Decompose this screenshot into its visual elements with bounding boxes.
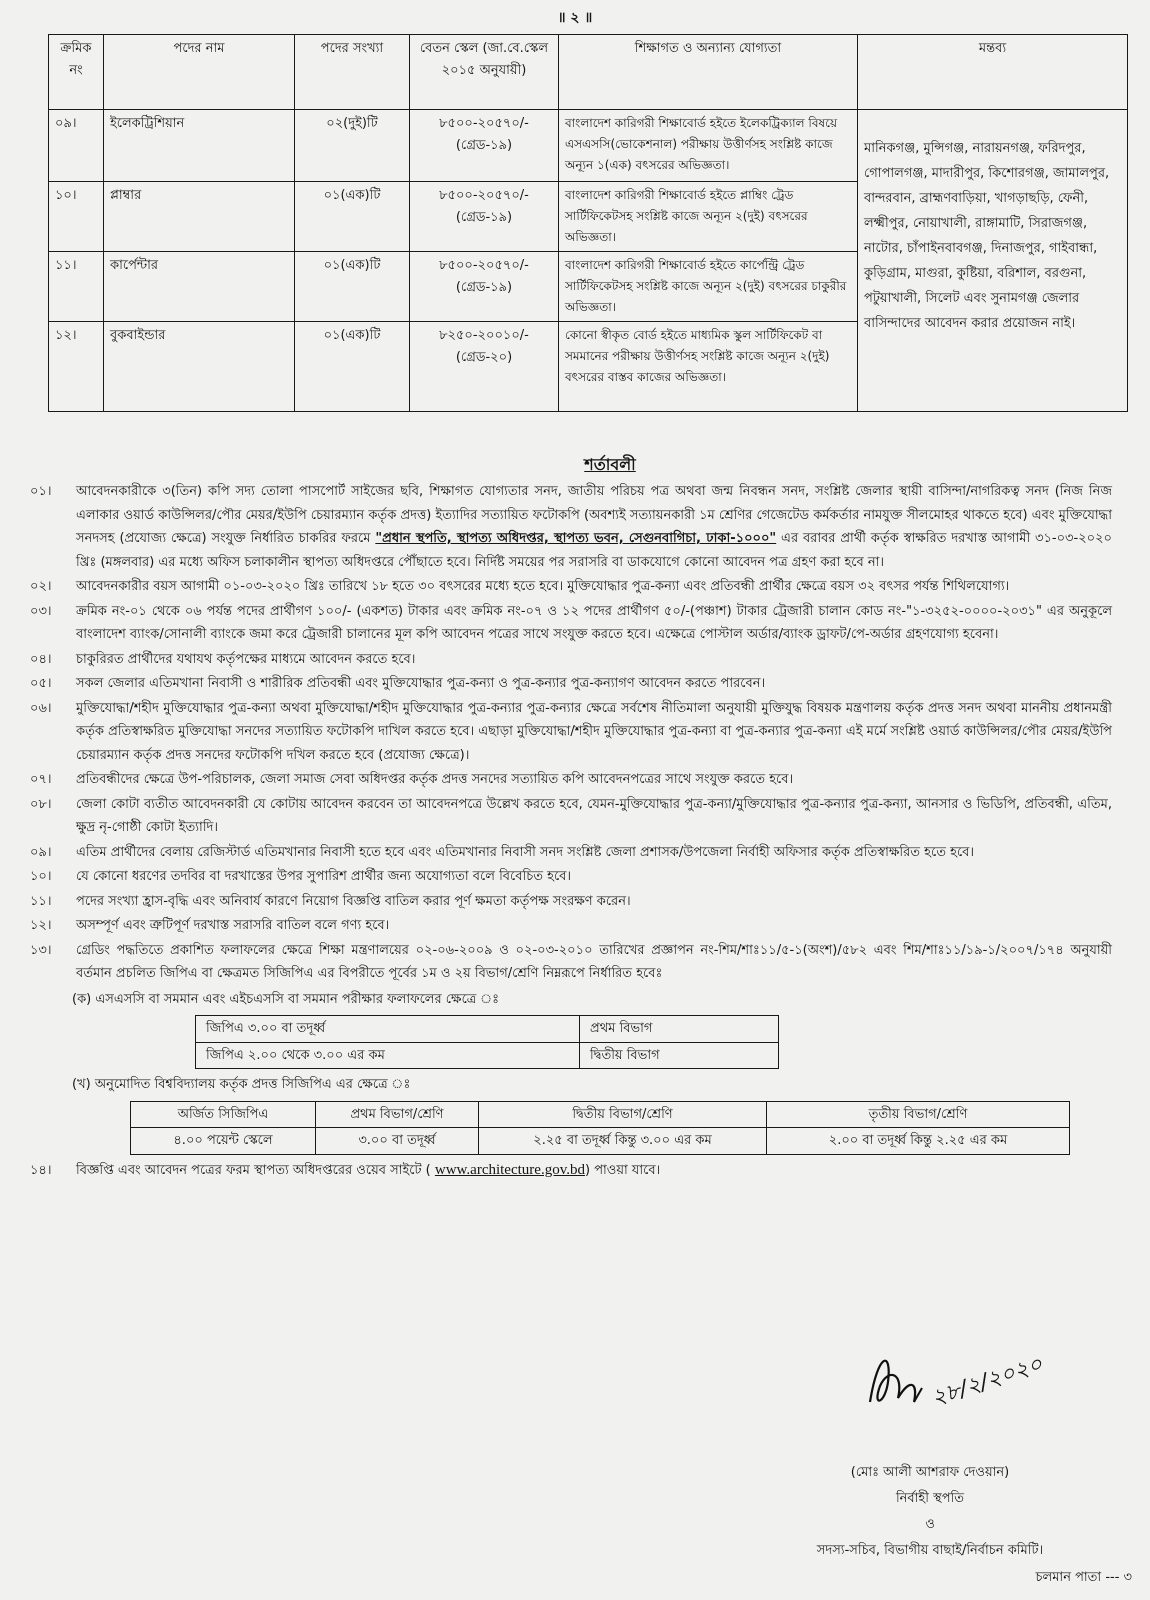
condition-item xyxy=(30,890,1112,914)
ssc-gpa-label: (ক) এসএসসি বা সমমান এবং এইচএসসি বা সমমান পরীক্ষার ফলাফলের ক্ষেত্রে ঃ xyxy=(72,991,500,1007)
row-qualification: বাংলাদেশ কারিগরী শিক্ষাবোর্ড হইতে ইলেকট্রিক্যাল বিষয়ে এসএসসি(ভোকেশনাল) পরীক্ষায় উত্তীর্ণসহ সংশ্লিষ্ট কাজে অন্যূন ১(এক) বৎসরের অভিজ্ঞতা। xyxy=(559,110,858,182)
row-post: কার্পেন্টার xyxy=(104,252,295,322)
row-qualification: বাংলাদেশ কারিগরী শিক্ষাবোর্ড হইতে কার্পেন্ট্রি ট্রেড সার্টিফিকেটসহ সংশ্লিষ্ট কাজে অন্যূন ২(দুই) বৎসরের চাকুরীর অভিজ্ঞতা। xyxy=(559,252,858,322)
row-serial: ১২। xyxy=(49,322,104,412)
condition-item xyxy=(30,672,1112,696)
header-count: পদের সংখ্যা xyxy=(295,35,410,110)
page-number: ॥ ২ ॥ xyxy=(557,10,593,26)
posts-table xyxy=(48,34,1128,412)
row-post: প্লাম্বার xyxy=(104,182,295,252)
signature-date: ২৮/২/২০২০ xyxy=(928,1351,1046,1412)
row-scale xyxy=(410,110,559,182)
row-post: ইলেকট্রিশিয়ান xyxy=(104,110,295,182)
condition-number: ০৪। xyxy=(30,651,52,667)
row-post: বুকবাইন্ডার xyxy=(104,322,295,412)
condition-text: গ্রেডিং পদ্ধতিতে প্রকাশিত ফলাফলের ক্ষেত্রে শিক্ষা মন্ত্রণালয়ের ০২-০৬-২০০৯ ও ০২-০৩-২০১০ তারিখের প্রজ্ঞাপন নং-শিম/শাঃ১১/৫-১(অংশ)/৫৮২ এবং শিম/শাঃ১১/১৯-১/২০০৭/১৭৪ অনুযায়ী বর্তমান প্রচলিত জিপিএ বা ক্ষেত্রমত সিজিপিএ এর বিপরীতে পূর্বের ১ম ও ২য় বিভাগ/শ্রেণি নিম্নরূপে নির্ধারিত হবেঃ xyxy=(76,942,1112,981)
row-scale xyxy=(410,252,559,322)
table-row xyxy=(196,1042,779,1069)
condition-text: চাকুরিরত প্রার্থীদের যথাযথ কর্তৃপক্ষের মাধ্যমে আবেদন করতে হবে। xyxy=(76,651,416,667)
row-qualification: বাংলাদেশ কারিগরী শিক্ষাবোর্ড হইতে প্লাম্বিং ট্রেড সার্টিফিকেটসহ সংশ্লিষ্ট কাজে অন্যূন ২(দুই) বৎসরের অভিজ্ঞতা। xyxy=(559,182,858,252)
grade-value: (গ্রেড-১৯) xyxy=(455,210,513,225)
header-post: পদের নাম xyxy=(104,35,295,110)
grade-value: (গ্রেড-১৯) xyxy=(455,280,513,295)
cgpa-table xyxy=(130,1101,1070,1155)
signature-conjunction: ও xyxy=(925,1517,935,1532)
scale-value: ৮৫০০-২০৫৭০/- xyxy=(439,116,529,131)
condition-text: জেলা কোটা ব্যতীত আবেদনকারী যে কোটায় আবেদন করবেন তা আবেদনপত্রে উল্লেখ করতে হবে, যেমন-মুক্তিযোদ্ধার পুত্র-কন্যা/মুক্তিযোদ্ধার পুত্র-কন্যার পুত্র-কন্যা, আনসার ও ভিডিপি, প্রতিবন্ধী, এতিম, ক্ষুদ্র নৃ-গোষ্ঠী কোটা ইত্যাদি। xyxy=(76,796,1112,835)
condition-text: মুক্তিযোদ্ধা/শহীদ মুক্তিযোদ্ধার পুত্র-কন্যা অথবা মুক্তিযোদ্ধা/শহীদ মুক্তিযোদ্ধার পুত্র-কন্যার পুত্র-কন্যার ক্ষেত্রে সর্বশেষ নীতিমালা অনুযায়ী মুক্তিযুদ্ধ বিষয়ক মন্ত্রণালয় কর্তৃক প্রদত্ত সনদ অথবা মাননীয় প্রধানমন্ত্রী কর্তৃক প্রতিস্বাক্ষরিত মুক্তিযোদ্ধা সনদের সত্যায়িত ফটোকপি দাখিল করতে হবে। এছাড়া মুক্তিযোদ্ধা/শহীদ মুক্তিযোদ্ধার পুত্র-কন্যা বা পুত্র-কন্যার পুত্র-কন্যা এই মর্মে সংশ্লিষ্ট ওয়ার্ড কাউন্সিলর/পৌর মেয়র/ইউপি চেয়ারম্যান কর্তৃক প্রদত্ত সনদের ফটোকপি দখিল করতে হবে (প্রযোজ্য ক্ষেত্রে)। xyxy=(76,700,1112,763)
header-scale: বেতন স্কেল (জা.বে.স্কেল ২০১৫ অনুযায়ী) xyxy=(410,35,559,110)
header-serial: ক্রমিক নং xyxy=(49,35,104,110)
condition-number: ০২। xyxy=(30,579,52,594)
gpa-division: দ্বিতীয় বিভাগ xyxy=(580,1042,779,1069)
row-scale xyxy=(410,182,559,252)
signature-block xyxy=(760,1460,1100,1564)
condition-item xyxy=(30,841,1112,865)
condition-number: ০৯। xyxy=(30,844,52,860)
table-header-row xyxy=(49,35,1128,110)
condition-text xyxy=(76,480,1112,574)
condition-number: ১৩। xyxy=(30,942,52,958)
scale-value: ৮৫০০-২০৫৭০/- xyxy=(439,258,529,273)
condition-text: প্রতিবন্ধীদের ক্ষেত্রে উপ-পরিচালক, জেলা সমাজ সেবা অধিদপ্তর কর্তৃক প্রদত্ত সনদের সত্যায়িত কপি আবেদনপত্রের সাথে সংযুক্ত করতে হবে। xyxy=(76,772,794,787)
signatory-designation: নির্বাহী স্থপতি xyxy=(895,1491,965,1506)
condition-number: ১৪। xyxy=(30,1162,52,1178)
gpa-range: জিপিএ ২.০০ থেকে ৩.০০ এর কম xyxy=(196,1042,580,1069)
cgpa-value: ২.২৫ বা তদূর্ধ্ব কিন্তু ৩.০০ এর কম xyxy=(479,1128,767,1155)
row-scale xyxy=(410,322,559,412)
cgpa-value: ৩.০০ বা তদূর্ধ্ব xyxy=(316,1128,479,1155)
gpa-range: জিপিএ ৩.০০ বা তদূর্ধ্ব xyxy=(196,1016,580,1043)
row-serial: ১০। xyxy=(49,182,104,252)
condition-item xyxy=(30,600,1112,647)
gpa-division: প্রথম বিভাগ xyxy=(580,1016,779,1043)
condition-item xyxy=(30,793,1112,840)
condition-item xyxy=(30,939,1112,986)
scale-value: ৮২৫০-২০০১০/- xyxy=(439,328,529,343)
condition-text: অসম্পূর্ণ এবং ত্রুটিপূর্ণ দরখাস্ত সরাসরি বাতিল বলে গণ্য হবে। xyxy=(76,918,390,933)
row-remarks: মানিকগঞ্জ, মুন্সিগঞ্জ, নারায়নগঞ্জ, ফরিদপুর, গোপালগঞ্জ, মাদারীপুর, কিশোরগঞ্জ, জামালপুর, বান্দরবান, ব্রাহ্মণবাড়িয়া, খাগড়াছড়ি, ফেনী, লক্ষ্মীপুর, নোয়াখালী, রাঙ্গামাটি, সিরাজগঞ্জ, নাটোর, চাঁপাইনবাবগঞ্জ, দিনাজপুর, গাইবান্ধা, কুড়িগ্রাম, মাগুরা, কুষ্টিয়া, বরিশাল, বরগুনা, পটুয়াখালী, সিলেট এবং সুনামগঞ্জ জেলার বাসিন্দাদের আবেদন করার প্রয়োজন নাই। xyxy=(858,110,1128,412)
condition-item xyxy=(30,480,1112,574)
condition-number: ০৭। xyxy=(30,772,52,787)
condition-item xyxy=(30,768,1112,792)
website-link[interactable]: www.architecture.gov.bd xyxy=(434,1161,585,1178)
condition-text: যে কোনো ধরণের তদবির বা দরখাস্তের উপর সুপারিশ প্রার্থীর জন্য অযোগ্যতা বলে বিবেচিত হবে। xyxy=(76,869,572,884)
signatory-name: (মোঃ আলী আশরাফ দেওয়ান) xyxy=(850,1465,1010,1480)
cgpa-value: ২.০০ বা তদূর্ধ্ব কিন্তু ২.২৫ এর কম xyxy=(767,1128,1070,1155)
row-count: ০১(এক)টি xyxy=(295,322,410,412)
cgpa-header: প্রথম বিভাগ/শ্রেণি xyxy=(316,1101,479,1128)
grade-value: (গ্রেড-১৯) xyxy=(455,138,513,153)
condition-item xyxy=(30,1159,1112,1183)
table-row xyxy=(196,1016,779,1043)
grade-value: (গ্রেড-২০) xyxy=(455,350,513,365)
cgpa-header: তৃতীয় বিভাগ/শ্রেণি xyxy=(767,1101,1070,1128)
condition-text-part: আবেদনকারীকে ৩(তিন) কপি সদ্য তোলা পাসপোর্ট সাইজের ছবি, শিক্ষাগত যোগ্যতার সনদ, জাতীয় পরিচয় পত্র অথবা জন্ম নিবন্ধন সনদ, সংশ্লিষ্ট জেলার স্থায়ী বাসিন্দা/নাগরিকত্ব সনদ (নিজ নিজ এলাকার ওয়ার্ড কাউন্সিলর/পৌর মেয়র/ইউপি চেয়ারম্যান কর্তৃক প্রদত্ত) ইত্যাদির সত্যায়িত ফটোকপি (অবশ্যই সত্যায়নকারী ১ম শ্রেণির গেজেটেড কর্মকর্তার নামযুক্ত সীলমোহর থাকতে হবে) এবং মুক্তিযোদ্ধা সনদসহ (প্রযোজ্য ক্ষেত্রে) সংযুক্ত নির্ধারিত চাকরির ফরমে xyxy=(76,484,1112,546)
cgpa-header: দ্বিতীয় বিভাগ/শ্রেণি xyxy=(479,1101,767,1128)
condition-item xyxy=(30,865,1112,889)
condition-item xyxy=(30,914,1112,938)
row-serial: ০৯। xyxy=(49,110,104,182)
office-address: "প্রধান স্থপতি, স্থাপত্য অধিদপ্তর, স্থাপত্য ভবন, সেগুনবাগিচা, ঢাকা-১০০০" xyxy=(375,531,777,546)
condition-text: পদের সংখ্যা হ্রাস-বৃদ্ধি এবং অনিবার্য কারণে নিয়োগ বিজ্ঞপ্তি বাতিল করার পূর্ণ ক্ষমতা কর্তৃপক্ষ সংরক্ষণ করেন। xyxy=(76,893,631,909)
row-count: ০২(দুই)টি xyxy=(295,110,410,182)
table-row xyxy=(131,1128,1070,1155)
condition-text-part: এর বরাবর প্রার্থী কর্তৃক স্বাক্ষরিত দরখাস্ত আগামী ৩১-০৩-২০২০ খ্রিঃ (মঙ্গলবার) এর মধ্যে অফিস চলাকালীন স্থাপত্য অধিদপ্তরে পৌঁছাতে হবে। নির্দিষ্ট সময়ের পর সরাসরি বা ডাকযোগে কোনো আবেদন পত্র গ্রহণ করা হবে না। xyxy=(76,531,1113,570)
cgpa-label: (খ) অনুমোদিত বিশ্ববিদ্যালয় কর্তৃক প্রদত্ত সিজিপিএ এর ক্ষেত্রে ঃ xyxy=(72,1077,411,1092)
condition-text: এতিম প্রার্থীদের বেলায় রেজিস্টার্ড এতিমখানার নিবাসী হতে হবে এবং এতিমখানার নিবাসী সনদ সংশ্লিষ্ট জেলা প্রশাসক/উপজেলা নির্বাহী অফিসার কর্তৃক প্রতিস্বাক্ষরিত হতে হবে। xyxy=(76,844,975,860)
conditions-title: শর্তাবলী xyxy=(584,455,636,474)
row-count: ০১(এক)টি xyxy=(295,252,410,322)
condition-text: সকল জেলার এতিমখানা নিবাসী ও শারীরিক প্রতিবন্ধী এবং মুক্তিযোদ্ধার পুত্র-কন্যা ও পুত্র-কন্যার পুত্র-কন্যাগণ আবেদন করতে পারবেন। xyxy=(76,676,766,691)
condition-item xyxy=(30,648,1112,672)
continued-page-note: চলমান পাতা --- ৩ xyxy=(1035,1570,1132,1585)
scale-value: ৮৫০০-২০৫৭০/- xyxy=(439,188,529,203)
table-row xyxy=(131,1101,1070,1128)
condition-number: ০৮। xyxy=(30,796,52,812)
condition-number: ০৫। xyxy=(30,676,52,691)
cgpa-header: অর্জিত সিজিপিএ xyxy=(131,1101,316,1128)
condition-text: ক্রমিক নং-০১ থেকে ০৬ পর্যন্ত পদের প্রার্থীগণ ১০০/- (একশত) টাকার এবং ক্রমিক নং-০৭ ও ১২ পদের প্রার্থীগণ ৫০/-(পঞ্চাশ) টাকার ট্রেজারী চালান কোড নং-"১-৩২৫২-০০০০-২০৩১" এর অনুকূলে বাংলাদেশ ব্যাংক/সোনালী ব্যাংকে জমা করে ট্রেজারী চালানের মূল কপি আবেদন পত্রের সাথে সংযুক্ত করতে হবে। এক্ষেত্রে পোস্টাল অর্ডার/ব্যাংক ড্রাফট/পে-অর্ডার গ্রহণযোগ্য হবেনা। xyxy=(76,603,1112,642)
condition-number: ১২। xyxy=(30,918,52,933)
header-qualification: শিক্ষাগত ও অন্যান্য যোগ্যতা xyxy=(559,35,858,110)
condition-item xyxy=(30,575,1112,599)
condition-number: ০১। xyxy=(30,484,52,499)
header-remarks: মন্তব্য xyxy=(858,35,1128,110)
conditions-list xyxy=(30,480,1112,1183)
row-qualification: কোনো স্বীকৃত বোর্ড হইতে মাধ্যমিক স্কুল সার্টিফিকেট বা সমমানের পরীক্ষায় উত্তীর্ণসহ সংশ্লিষ্ট কাজে অন্যূন ২(দুই) বৎসরের বাস্তব কাজের অভিজ্ঞতা। xyxy=(559,322,858,412)
row-count: ০১(এক)টি xyxy=(295,182,410,252)
condition-text-part: ) পাওয়া যাবে। xyxy=(584,1162,661,1178)
condition-number: ১১। xyxy=(30,893,52,909)
condition-text: আবেদনকারীর বয়স আগামী ০১-০৩-২০২০ খ্রিঃ তারিখে ১৮ হতে ৩০ বৎসরের মধ্যে হতে হবে। মুক্তিযোদ্ধার পুত্র-কন্যা এবং প্রতিবন্ধী প্রার্থীর ক্ষেত্রে বয়স ৩২ বৎসর পর্যন্ত শিথিলযোগ্য। xyxy=(76,579,1010,594)
table-row xyxy=(49,110,1128,182)
cgpa-value: ৪.০০ পয়েন্ট স্কেলে xyxy=(131,1128,316,1155)
row-serial: ১১। xyxy=(49,252,104,322)
signature-mark xyxy=(858,1342,1068,1426)
condition-item xyxy=(30,697,1112,768)
signatory-role: সদস্য-সচিব, বিভাগীয় বাছাই/নির্বাচন কমিটি। xyxy=(816,1543,1044,1558)
condition-number: ১০। xyxy=(30,869,52,884)
condition-text xyxy=(76,1159,1112,1183)
condition-text-part: বিজ্ঞপ্তি এবং আবেদন পত্রের ফরম স্থাপত্য অধিদপ্তরের ওয়েব সাইটে ( xyxy=(76,1162,435,1178)
ssc-gpa-table xyxy=(195,1015,779,1069)
condition-number: ০৬। xyxy=(30,700,52,716)
condition-number: ০৩। xyxy=(30,603,52,619)
